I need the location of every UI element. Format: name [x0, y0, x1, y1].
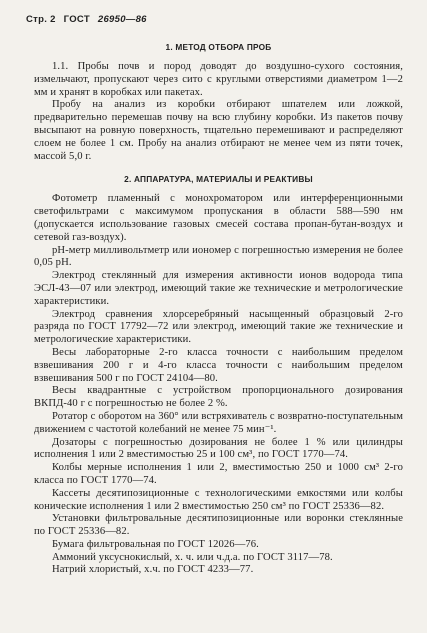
standard-label: ГОСТ: [63, 14, 90, 25]
paragraph: Ротатор с оборотом на 360° или встряхиватель с возвратно-поступательным движением с частотой колебаний не менее 75 мин⁻¹.: [34, 410, 403, 435]
paragraph: Кассеты десятипозиционные с технологическими емкостями или колбы конические исполнения 1 или 2 вместимостью 250 см³ по ГОСТ 25336—82.: [34, 487, 403, 512]
paragraph: Натрий хлористый, х.ч. по ГОСТ 4233—77.: [52, 564, 254, 576]
standard-number: 26950—86: [97, 14, 147, 25]
paragraph: Пробу на анализ из коробки отбирают шпателем или ложкой, предварительно перемешав почву на всю глубину коробки. Из пакетов почву высыпают на ровную поверхность, тщательно перемешивают и распределяют слоем не более 1 см. Пробу на анализ отбирают не менее чем из пяти точек, массой 5,0 г.: [34, 99, 403, 162]
paragraph: Весы квадрантные с устройством пропорционального дозирования ВКПД-40 г с погрешностью не более 2 %.: [34, 385, 403, 410]
paragraph: 1.1. Пробы почв и пород доводят до воздушно-сухого состояния, измельчают, пропускают через сито с круглыми отверстиями диаметром 1—2 мм и хранят в коробках или пакетах.: [34, 61, 403, 98]
section-1-title: 1. МЕТОД ОТБОРА ПРОБ: [165, 42, 272, 52]
paragraph: Установки фильтровальные десятипозиционные или воронки стеклянные по ГОСТ 25336—82.: [34, 513, 403, 538]
paragraph: Аммоний уксуснокислый, х. ч. или ч.д.а. по ГОСТ 3117—78.: [52, 551, 333, 563]
paragraph: Весы лабораторные 2-го класса точности с наибольшим пределом взвешивания 200 г и 4-го класса точности с наибольшим пределом взвешивания 500 г по ГОСТ 24104—80.: [34, 346, 403, 384]
section-2-title: 2. АППАРАТУРА, МАТЕРИАЛЫ И РЕАКТИВЫ: [124, 174, 313, 185]
paragraph: Электрод стеклянный для измерения активности ионов водорода типа ЭСЛ-43—07 или электрод, имеющий такие же технические и метрологические характеристики.: [34, 270, 403, 307]
page-label: Стр. 2: [26, 14, 56, 25]
paragraph: рН-метр милливольтметр или иономер с погрешностью измерения не более 0,05 рН.: [34, 244, 403, 269]
paragraph: Фотометр пламенный с монохроматором или интерференционными светофильтрами с максимумом пропускания в области 588—590 нм (допускается использование газовых смесей состава пропан-бутан-воздух и сетевой газ-воздух).: [34, 193, 403, 243]
paragraph: Колбы мерные исполнения 1 или 2, вместимостью 250 и 1000 см³ 2-го класса по ГОСТ 1770—74.: [34, 462, 403, 486]
paragraph: Электрод сравнения хлорсеребряный насыщенный образцовый 2-го разряда по ГОСТ 17792—72 или электрод, имеющий такие же технические и метрологические характеристики.: [34, 308, 403, 346]
running-header: [26, 14, 403, 30]
paragraph: Дозаторы с погрешностью дозирования не более 1 % или цилиндры исполнения 1 или 2 вместимостью 25 и 100 см³, по ГОСТ 1770—74.: [34, 436, 403, 461]
paragraph: Бумага фильтровальная по ГОСТ 12026—76.: [52, 538, 259, 550]
